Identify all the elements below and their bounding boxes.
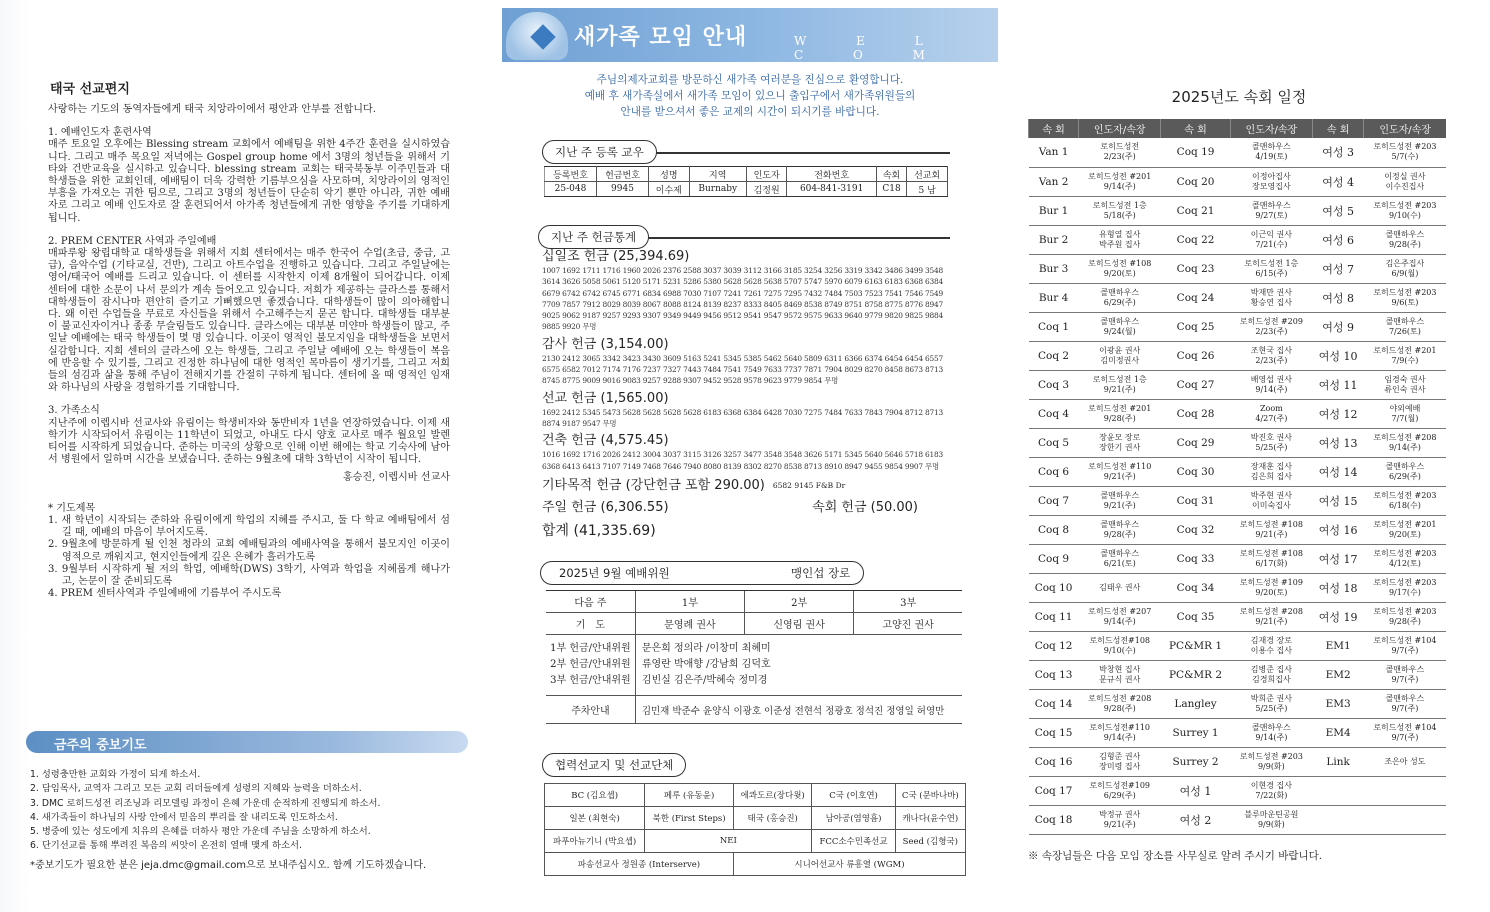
cell-group-name: 여성 11 [1312,370,1363,399]
table-cell: 기 도 [546,613,635,635]
cell-group-leader: 로히드성전 2/23(주) [1079,138,1161,167]
table-row [1029,689,1447,718]
mission-cell: 남아공(염영흠) [812,807,895,830]
table-cell: 25-048 [545,182,597,197]
table-row [1029,747,1447,776]
table-row [1029,138,1447,167]
table-row [1029,515,1447,544]
mission-letter-column [0,0,497,912]
cell-group-leader: 이정아집사 장모영집사 [1230,167,1312,196]
cell-group-leader: 이광윤 권사 김미정권사 [1079,341,1161,370]
cell-group-leader: 콜맨하우스 6/21(토) [1079,544,1161,573]
cell-group-leader: 콜맨하우스 7/26(토) [1364,312,1446,341]
cell-group-leader: 로히드성전 #203 9/10(수) [1364,196,1446,225]
cell-group-name: Coq 16 [1029,747,1079,776]
cell-group-name: Coq 7 [1029,486,1079,515]
cell-group-name: Bur 4 [1029,283,1079,312]
table-header: 인도자/속장 [1079,119,1161,138]
mission-cell: 시니어선교사 류흥열 (WGM) [733,853,965,876]
prayer-topic: 2. 9월초에 방문하게 될 인천 청라의 교회 예배팀과의 예배사역을 통해서 불모지인 이곳이 영적으로 깨워지고, 현지인들에게 깊은 은혜가 흘러가도록 [48,539,450,563]
letter-body [48,104,450,600]
mission-cell: 페루 (유동윤) [645,784,734,807]
table-cell: 5 남 [907,182,948,197]
tithe-numbers: 1007 1692 1711 1716 1960 2026 2376 2588 3037 3039 3112 3166 3185 3254 3256 3319 3342 3486 3499 3548 3614 3626 5058 5061 5120 5171 5231 5286 5380 5628 5628 5638 5707 5747 5970 6079 6163 6183 6368 6384 6679 6742 6742 6745 6771 6834 6988 7030 7107 7241 7261 7275 7295 7432 7484 7503 7523 7541 7546 7549 7709 7857 7912 8029 8039 8067 8088 8124 8139 8237 8333 8405 8469 8538 8749 8751 8758 8775 8776 8947 9025 9062 9187 9257 9293 9307 9349 9449 9456 9512 9541 9547 9572 9575 9633 9640 9779 9820 9825 9884 9885 9920 무명 [542,266,944,332]
cell-group-name: 여성 14 [1312,457,1363,486]
sunday-offering: 주일 헌금 (6,306.55) [542,499,669,515]
table-row [1029,341,1447,370]
cell-group-name: Van 2 [1029,167,1079,196]
cell-group-name: Bur 1 [1029,196,1079,225]
cell-group-leader: 야외예배 7/7(월) [1364,399,1446,428]
worship-label [540,561,864,585]
hands-heart-icon [506,12,568,60]
prayer-topic: 3. 9월부터 시작하게 될 저의 학업, 예배학(DWS) 3학기, 사역과 학업을 지혜롭게 해나가고, 논문이 잘 준비되도록 [48,563,450,587]
missions-table [544,783,966,876]
cell-group-name: Coq 29 [1161,428,1231,457]
intercession-banner: 금주의 중보기도 [26,731,468,753]
cell-group-leader: 김태우 권사 [1079,573,1161,602]
cell-group-name: 여성 16 [1312,515,1363,544]
cell-group-name: EM1 [1312,631,1363,660]
cell-group-name: Coq 18 [1029,805,1079,834]
table-row [1029,631,1447,660]
cell-group-leader: 로히드성전 1층 6/15(주) [1230,254,1312,283]
cell-group-leader: Zoom 4/27(주) [1230,399,1312,428]
cell-group-leader: 로히드성전 #203 9/28(주) [1364,602,1446,631]
cell-group-leader: 박희준 권사 5/25(주) [1230,689,1312,718]
mission-cell: 일본 (최현숙) [545,807,645,830]
welcome-intro [502,72,998,120]
table-header: 속 회 [1312,119,1363,138]
cell-group-name: 여성 6 [1312,225,1363,254]
cell-group-name: EM4 [1312,718,1363,747]
cell-group-name: EM2 [1312,660,1363,689]
cell-group-leader: 로히드성전 #208 9/21(주) [1230,602,1312,631]
cell-group-name: Coq 27 [1161,370,1231,399]
table-row [1029,573,1447,602]
cell-group-name: Coq 6 [1029,457,1079,486]
cell-group-leader: 콜맨하우스 6/29(주) [1079,283,1161,312]
table-cell: 신영림 권사 [745,613,854,635]
cell-group-leader: 임경숙 권사 류인숙 권사 [1364,370,1446,399]
cell-group-name: Coq 2 [1029,341,1079,370]
table-header: 3부 [854,591,962,613]
cell-group-name: Coq 15 [1029,718,1079,747]
table-header: 선교회 [907,167,948,182]
parking-label: 주차안내 [546,696,635,724]
mission-numbers: 1692 2412 5345 5473 5628 5628 5628 5628 6183 6368 6384 6428 7030 7275 7484 7633 7843 7904 8712 8713 8874 9187 9547 무명 [542,407,944,428]
table-row [1029,660,1447,689]
cell-group-name: Surrey 2 [1161,747,1231,776]
mission-cell: 파송선교사 정원종 (Interserve) [545,853,734,876]
parking-names: 김민재 박준수 윤양식 이광호 이준성 전현석 정광호 정석진 정영일 허영만 [635,696,962,724]
cell-group-leader: 로히드성전 #109 9/20(토) [1230,573,1312,602]
mission-cell: C국 (이호연) [812,784,895,807]
cell-group-leader: 콜맨하우스 9/21(주) [1079,486,1161,515]
cell-group-leader: 로히드성전 #104 9/7(주) [1364,718,1446,747]
cell-group-name: 여성 13 [1312,428,1363,457]
cell-group-leader: 로히드성전 #203 9/17(수) [1364,573,1446,602]
cell-group-name: 여성 2 [1161,805,1231,834]
cell-group-leader: 로히드성전 #201 9/14(주) [1079,167,1161,196]
registration-table [544,166,948,197]
mission-cell: 캐나다(윤수연) [895,807,965,830]
welcome-column [502,0,1000,912]
section-1-title: 1. 예배인도자 훈련사역 [48,127,152,139]
cell-group-leader: 콜맨하우스 4/19(토) [1230,138,1312,167]
cell-group-name: EM3 [1312,689,1363,718]
mission-cell: NEI [645,830,812,853]
table-row [1029,312,1447,341]
cell-group-leader: 로히드성전 #201 9/20(토) [1364,515,1446,544]
table-row [1029,370,1447,399]
table-cell: 문영례 권사 [635,613,744,635]
cell-group-name: Coq 20 [1161,167,1231,196]
cell-group-leader: 로히드성전#110 9/14(주) [1079,718,1161,747]
role-names: 문은희 정의라 /이창미 최혜미 [641,643,771,654]
cell-group-leader: 콜맨하우스 9/28(주) [1364,225,1446,254]
cell-group-name: 여성 18 [1312,573,1363,602]
cell-group-name: 여성 12 [1312,399,1363,428]
cell-group-leader: 콜맨하우스 9/7(주) [1364,660,1446,689]
table-cell: 고양진 권사 [854,613,962,635]
cell-group-name: 여성 10 [1312,341,1363,370]
cell-group-leader: 박창현 집사 문규식 권사 [1079,660,1161,689]
table-header: 전화번호 [787,167,876,182]
intercession-item: 3. DMC 로히드성전 리조닝과 리모델링 과정이 은혜 가운데 순적하게 진행되게 하소서. [30,797,381,809]
cell-group-leader: 로히드성전 #201 9/28(주) [1079,399,1161,428]
cell-group-name: 여성 19 [1312,602,1363,631]
intercession-note: *중보기도가 필요한 분은 jeja.dmc@gmail.com으로 보내주십시오. 함께 기도하겠습니다. [30,859,427,871]
cell-group-name: Coq 14 [1029,689,1079,718]
cell-group-leader [1364,805,1446,834]
cell-group-name: Surrey 1 [1161,718,1231,747]
cell-group-name: 여성 7 [1312,254,1363,283]
cell-group-leader: 로히드성전 #110 9/21(주) [1079,457,1161,486]
cell-group-leader: 로히드성전 #203 9/6(토) [1364,283,1446,312]
cell-group-name: Coq 5 [1029,428,1079,457]
cell-group-leader: 콜맨하우스 9/24(월) [1079,312,1161,341]
cell-group-leader: 로히드성전#108 9/10(수) [1079,631,1161,660]
worship-table [546,590,962,724]
cell-group-leader: 조현국 집사 2/23(주) [1230,341,1312,370]
table-cell: 김정원 [746,182,787,197]
cell-group-name: 여성 17 [1312,544,1363,573]
cell-group-leader: 장윤모 장로 장한기 권사 [1079,428,1161,457]
cell-group-name: Coq 3 [1029,370,1079,399]
cell-group-name: Van 1 [1029,138,1079,167]
cell-group-name [1312,805,1363,834]
table-row [1029,544,1447,573]
welcome-intro-line: 예배 후 새가족실에서 새가족 모임이 있으니 출입구에서 새가족위원들의 [584,90,916,102]
worship-leader: 맹인섭 장로 [791,566,851,580]
cell-group-name: Coq 19 [1161,138,1231,167]
cell-group-leader: 콜맨하우스 9/28(주) [1079,515,1161,544]
cell-group-name: Coq 34 [1161,573,1231,602]
cell-group-name: Coq 1 [1029,312,1079,341]
cell-group-leader: 김은주집사 6/9(월) [1364,254,1446,283]
section-2-title: 2. PREM CENTER 사역과 주일예배 [48,235,217,247]
cell-group-leader: 김병준 집사 김경희집사 [1230,660,1312,689]
prayer-topic: 1. 새 학년이 시작되는 준하와 유림이에게 학업의 지혜를 주시고, 둘 다 학교 예배팀에서 섬길 때, 예배의 마음이 부어지도록. [48,514,450,539]
cell-group-leader: 조은아 성도 [1364,747,1446,776]
cell-group-leader: 김재경 장로 이용수 집사 [1230,631,1312,660]
table-header: 지역 [689,167,746,182]
cell-group-name: Coq 26 [1161,341,1231,370]
welcome-banner [502,8,998,76]
cell-group-name: Coq 25 [1161,312,1231,341]
welcome-subtitle: W E L C O M E [794,34,948,76]
welcome-intro-line: 안내를 받으셔서 좋은 교제의 시간이 되시기를 바랍니다. [620,106,880,118]
table-row [1029,283,1447,312]
cell-group-name: 여성 15 [1312,486,1363,515]
cell-offering: 속회 헌금 (50.00) [812,499,918,515]
cell-group-name: Coq 9 [1029,544,1079,573]
schedule-table [1028,119,1446,835]
table-cell: 이수제 [649,182,690,197]
table-header: 인도자/속장 [1364,119,1446,138]
cell-group-leader: 로히드성전 #203 5/7(수) [1364,138,1446,167]
table-header: 속회 [876,167,907,182]
registration-label: 지난 주 등록 교우 [542,140,657,164]
building-numbers: 1016 1692 1716 2026 2412 3004 3037 3115 3126 3257 3477 3548 3548 3626 5171 5345 5640 5646 5718 6183 6368 6413 6413 7107 7149 7468 7646 7940 8080 8139 8302 8270 8538 8713 8910 8947 9455 9854 9907 무명 [542,450,944,471]
cell-group-name: Coq 35 [1161,602,1231,631]
table-header: 속 회 [1029,119,1079,138]
table-header: 성명 [649,167,690,182]
cell-group-name: Coq 24 [1161,283,1231,312]
intercession-item: 2. 담임목사, 교역자 그리고 모든 교회 리더들에게 성령의 지혜와 능력을 더하소서. [30,783,362,795]
cell-group-leader: 박진호 권사 5/25(주) [1230,428,1312,457]
cell-group-leader: 이근익 권사 7/21(수) [1230,225,1312,254]
cell-group-leader: 로히드성전 #108 6/17(화) [1230,544,1312,573]
table-cell: C18 [876,182,907,197]
cell-group-name: Coq 4 [1029,399,1079,428]
table-row [1029,167,1447,196]
missions-label: 협력선교지 및 선교단체 [542,753,686,777]
cell-group-leader: 유형열 집사 박주원 집사 [1079,225,1161,254]
cell-group-name: Bur 3 [1029,254,1079,283]
cell-group-leader: 로히드성전 #201 7/9(수) [1364,341,1446,370]
table-cell: 604-841-3191 [787,182,876,197]
worship-title: 2025년 9월 예배위원 [559,566,670,580]
schedule-title: 2025년도 속회 일정 [1171,88,1307,106]
cell-group-name: Coq 12 [1029,631,1079,660]
thanks-numbers: 2130 2412 3065 3342 3423 3430 3609 5163 5241 5345 5385 5462 5640 5809 6311 6366 6374 6454 6454 6557 6575 6582 7012 7174 7176 7237 7327 7443 7484 7541 7549 7633 7737 7871 7904 8029 8270 8458 8673 8713 8745 8775 9009 9016 9083 9257 9288 9307 9452 9528 9578 9623 9779 9854 무명 [542,353,944,386]
intercession-item: 5. 병중에 있는 성도에게 치유의 은혜를 더하사 평안 가운데 주님을 소망하게 하소서. [30,826,371,838]
cell-group-name: Coq 31 [1161,486,1231,515]
cell-group-leader: 배영섭 권사 9/14(주) [1230,370,1312,399]
table-row [1029,225,1447,254]
table-header: 인도자/속장 [1230,119,1312,138]
intercession-item: 4. 새가족들이 하나님의 사랑 안에서 믿음의 뿌리를 잘 내리도록 인도하소서. [30,811,338,823]
cell-group-name: PC&MR 1 [1161,631,1231,660]
cell-group-leader: 로히드성전 #203 6/18(수) [1364,486,1446,515]
cell-group-leader: 김형준 권사 장미령 집사 [1079,747,1161,776]
letter-signature: 홍승진, 이렙시바 선교사 [342,472,450,484]
table-row [1029,428,1447,457]
cell-group-leader: 콜맨하우스 9/27(토) [1230,196,1312,225]
prayer-topics-title: * 기도제목 [48,502,96,514]
letter-intro: 사랑하는 기도의 동역자들에게 태국 치앙라이에서 평안과 안부를 전합니다. [48,104,376,115]
mission-cell: Seed (김형국) [895,830,965,853]
table-header: 인도자 [746,167,787,182]
cell-group-name: 여성 3 [1312,138,1363,167]
intercession-item: 6. 단기선교를 통해 뿌려진 복음의 씨앗이 온전히 열매 맺게 하소서. [30,840,302,852]
welcome-intro-line: 주님의제자교회를 방문하신 새가족 여러분을 진심으로 환영합니다. [596,74,904,86]
cell-group-leader: 로히드성전 #209 2/23(주) [1230,312,1312,341]
offering-total: 합계 (41,335.69) [542,522,656,539]
table-cell: Burnaby [689,182,746,197]
building-heading: 건축 헌금 (4,575.45) [542,433,669,449]
table-row [1029,718,1447,747]
table-cell: 9945 [597,182,649,197]
cell-group-leader: 로히드성전 #208 9/14(주) [1364,428,1446,457]
role-label: 1부 헌금/안내위원 [550,643,631,654]
mission-cell: 에콰도르(장다윗) [733,784,812,807]
mission-cell: FCC소수민족선교 [812,830,895,853]
cell-group-name: Bur 2 [1029,225,1079,254]
cell-group-leader: 박주현 권사 이미숙집사 [1230,486,1312,515]
cell-group-leader: 박정규 권사 9/21(주) [1079,805,1161,834]
cell-group-name [1312,776,1363,805]
prayer-topic: 4. PREM 센터사역과 주일예배에 기름부어 주시도록 [48,588,282,600]
cell-group-name: Link [1312,747,1363,776]
cell-group-name: Coq 28 [1161,399,1231,428]
cell-group-name: Coq 10 [1029,573,1079,602]
section-1-body: 매주 토요일 오후에는 Blessing stream 교회에서 예배팀을 위한 4주간 훈련을 실시하였습니다. 그리고 매주 목요일 저녁에는 Gospel group home 에서 3명의 청년들을 위해서 기타와 건반교육을 실시하고 있습니다. blessing stream 교회는 태국북동부 이주민들과 대학생들을 위한 교회인데, 예배팀이 더욱 강력한 기름부으심을 사모하며, 치앙라이의 영적인 부흥을 가져오는 귀한 팀으로, 그리고 3명의 청년들이 단순히 악기 뿐만 아니라, 귀한 예배자로 그리고 예배 인도자로 잘 훈련되어서 아가족 청년들에게 귀한 영향을 주기를 기대하게 됩니다. [48,139,450,224]
cell-group-name: 여성 5 [1312,196,1363,225]
cell-group-leader: 로히드성전 #208 9/28(주) [1079,689,1161,718]
table-row [1029,602,1447,631]
role-label: 2부 헌금/안내위원 [550,659,631,670]
table-row [1029,196,1447,225]
mission-cell: BC (김요셉) [545,784,645,807]
table-row [1029,399,1447,428]
cell-group-leader: 콜맨하우스 9/7(주) [1364,689,1446,718]
cell-group-leader: 콜맨하우스 9/14(주) [1230,718,1312,747]
cell-group-name: Coq 17 [1029,776,1079,805]
section-2-body: 매파루왕 왕립대학교 대학생들을 위해서 지희 센터에서는 매주 한국어 수업(초급, 중급, 고급), 음악수업 (기타교실, 건반), 그리고 아트수업을 진행하고 있습니다. 그리고 주일날에는 영어/태국어 예배를 드리고 있습니다. 이 센터를 시작한지 이제 8개월이 되어갑니다. 이제 센터에 대한 소문이 나서 문의가 계속 들어오고 있습니다. 저희가 제공하는 클라스를 통해서 대학생들이 잠시나마 편안히 즐기고 기뻐했으면 좋겠습니다. 대학생들이 많이 의아해합니다. 왜 이런 수업들을 무료로 자신들을 위해서 수고해주는지 묻곤 합니다. 대학생들 대부분이 불교신자이거나 종종 무슬림들도 있습니다. 클라스에는 대부분 미얀마 학생들이 많고, 주일날 예배에는 태국 학생들이 몇 명 있습니다. 이곳이 영적인 불모지임을 대학생들을 보면서 실감합니다. 지희 센터의 클라스에 오는 학생들, 그리고 주일날 예배에 오는 학생들이 복음에 반응할 수 있기를, 그리고 진정한 하나님에 대한 영적인 목마름이 생기기를, 그리고 저희들의 섬김과 삶을 통해 주님이 전해지기를 간절히 구하게 됩니다. 센터에 올 때 영적인 임재와 하나님의 사랑을 경험하기를 기대합니다. [48,248,450,394]
cell-group-leader: 박재만 권사 황승연 집사 [1230,283,1312,312]
cell-group-leader: 로히드성전 #108 9/20(토) [1079,254,1161,283]
cell-group-name: 여성 1 [1161,776,1231,805]
cell-group-leader: 이현경 집사 7/22(화) [1230,776,1312,805]
cell-group-name: 여성 9 [1312,312,1363,341]
table-row [1029,457,1447,486]
role-names: 류영란 박애향 /강남희 김덕호 [641,659,771,670]
thanks-heading: 감사 헌금 (3,154.00) [542,336,669,352]
mission-cell: C국 (문바나바) [895,784,965,807]
cell-group-name: PC&MR 2 [1161,660,1231,689]
offering-label: 지난 주 헌금통계 [538,225,649,249]
other-numbers: 6582 9145 F&B Dr [772,480,846,490]
cell-group-leader: 이정실 권사 이수진집사 [1364,167,1446,196]
table-row [1029,805,1447,834]
table-header: 2부 [745,591,854,613]
cell-group-leader [1364,776,1446,805]
cell-group-leader: 로히드성전#109 6/29(주) [1079,776,1161,805]
section-3-title: 3. 가족소식 [48,405,100,417]
table-header: 1부 [635,591,744,613]
offering-stats [542,248,954,543]
welcome-title: 새가족 모임 안내 [574,25,748,50]
cell-group-name: 여성 4 [1312,167,1363,196]
cell-group-leader: 로히드성전 #108 9/21(주) [1230,515,1312,544]
cell-group-name: Coq 33 [1161,544,1231,573]
cell-group-leader: 로히드성전 1층 5/18(주) [1079,196,1161,225]
table-header: 헌금번호 [597,167,649,182]
cell-group-name: Coq 13 [1029,660,1079,689]
cell-group-name: Langley [1161,689,1231,718]
cell-group-name: Coq 21 [1161,196,1231,225]
cell-group-name: 여성 8 [1312,283,1363,312]
cell-group-leader: 로히드성전 #203 4/12(토) [1364,544,1446,573]
intercession-list [30,768,470,873]
role-names: 김빈실 김은주/박혜숙 정미경 [641,675,768,686]
tithe-heading: 십일조 헌금 (25,394.69) [542,249,690,264]
table-header: 속 회 [1161,119,1231,138]
schedule-column [1000,0,1490,912]
mission-cell: 북한 (First Steps) [645,807,734,830]
cell-group-name: Coq 32 [1161,515,1231,544]
mission-cell: 태국 (홍승진) [733,807,812,830]
table-row [1029,486,1447,515]
cell-group-name: Coq 8 [1029,515,1079,544]
cell-group-leader: 로히드성전 #203 9/9(화) [1230,747,1312,776]
cell-group-leader: 로히드성전 1층 9/21(주) [1079,370,1161,399]
table-header: 다음 주 [546,591,635,613]
cell-group-leader: 로히드성전 #104 9/7(주) [1364,631,1446,660]
section-3-body: 지난주에 이렙시바 선교사와 유림이는 학생비자와 동반비자 1년을 연장하였습니다. 이제 새 학기가 시작되어서 유림이는 11학년이 되었고, 아내도 다시 양호 교사로 매주 월요일 발렌티어를 시작하게 되었습니다. 준하는 미국의 상황으로 인해 이번 해에는 학교 기숙사에 남아서 병원에서 일하며 시간을 보냈습니다. 준하는 9월초에 대학 3학년이 시작이 됩니다. [48,417,450,466]
cell-group-name: Coq 11 [1029,602,1079,631]
cell-group-leader: 콜맨하우스 6/29(주) [1364,457,1446,486]
cell-group-name: Coq 23 [1161,254,1231,283]
cell-group-name: Coq 30 [1161,457,1231,486]
schedule-note: ※ 속장님들은 다음 모임 장소를 사무실로 알려 주시기 바랍니다. [1028,850,1323,862]
intercession-item: 1. 성령충만한 교회와 가정이 되게 하소서. [30,769,201,780]
table-header: 등록번호 [545,167,597,182]
role-label: 3부 헌금/안내위원 [550,675,631,686]
cell-group-leader: 로히드성전 #207 9/14(주) [1079,602,1161,631]
table-row [1029,254,1447,283]
cell-group-leader: 블루마운틴공원 9/9(화) [1230,805,1312,834]
other-offering: 기타목적 헌금 (강단헌금 포함 290.00) [542,477,765,493]
mission-heading: 선교 헌금 (1,565.00) [542,390,669,406]
letter-title: 태국 선교편지 [50,82,130,97]
cell-group-leader: 장재훈 집사 김은희 집사 [1230,457,1312,486]
mission-cell: 파푸아뉴기니 (박요셉) [545,830,645,853]
table-row [1029,776,1447,805]
cell-group-name: Coq 22 [1161,225,1231,254]
